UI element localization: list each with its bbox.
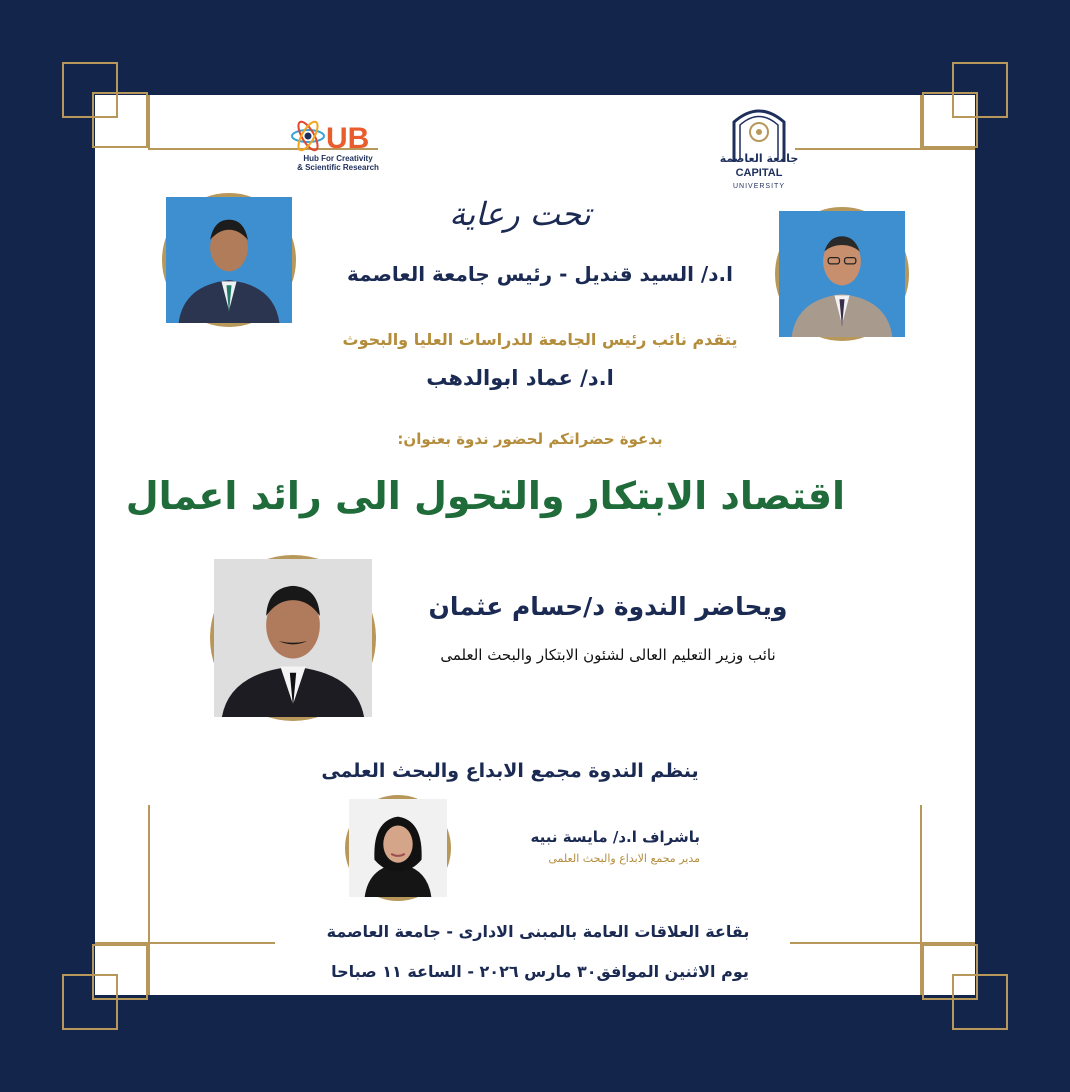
frame-line-left-bottom [148, 805, 150, 995]
frame-line-left-top [148, 95, 150, 150]
capital-university-logo [719, 100, 799, 192]
corner-square-tr-inner [922, 92, 978, 148]
person-silhouette-icon [214, 559, 372, 717]
under-patronage-heading: تحت رعاية [449, 195, 591, 233]
capital-logo-line1: CAPITAL [735, 167, 783, 179]
capital-logo-arabic: جامعة العاصمة [719, 152, 799, 165]
patron-photo [162, 193, 296, 327]
person-silhouette-icon [779, 211, 905, 337]
speaker-photo [210, 555, 376, 721]
seminar-title: اقتصاد الابتكار والتحول الى رائد اعمال [125, 474, 845, 518]
hub-logo-text [288, 154, 388, 172]
venue-text: بقاعة العلاقات العامة بالمبنى الادارى - جامعة العاصمة [326, 922, 750, 941]
patron-name: ا.د/ السيد قنديل - رئيس جامعة العاصمة [347, 262, 733, 286]
capital-logo-line2: UNIVERSITY [732, 183, 786, 190]
corner-square-bl-inner [92, 944, 148, 1000]
hub-logo-mark: UB [326, 122, 370, 155]
vice-president-photo [775, 207, 909, 341]
supervisor-photo [345, 795, 451, 901]
invitation-text: بدعوة حضراتكم لحضور ندوة بعنوان: [397, 430, 663, 448]
speaker-name: ويحاضر الندوة د/حسام عثمان [428, 592, 788, 621]
frame-line-top-right [795, 148, 975, 150]
vice-president-role: يتقدم نائب رئيس الجامعة للدراسات العليا والبحوث [342, 330, 738, 349]
supervisor-name: باشراف ا.د/ مايسة نبيه [530, 828, 700, 846]
person-silhouette-icon [166, 197, 292, 323]
hub-logo-line2: & Scientific Research [297, 163, 379, 172]
organizer-text: ينظم الندوة مجمع الابداع والبحث العلمى [321, 760, 699, 782]
person-silhouette-icon [349, 799, 447, 897]
corner-square-tl-inner [92, 92, 148, 148]
hub-logo-line1: Hub For Creativity [303, 154, 373, 163]
supervisor-role: مدير مجمع الابداع والبحث العلمى [548, 852, 700, 865]
date-time-text: يوم الاثنين الموافق٣٠ مارس ٢٠٢٦ - الساعة ١١ صباحا [331, 962, 749, 981]
speaker-role: نائب وزير التعليم العالى لشئون الابتكار والبحث العلمى [440, 646, 776, 664]
hub-logo [288, 118, 388, 174]
corner-square-br-inner [922, 944, 978, 1000]
hub-atom-icon [288, 118, 388, 154]
vice-president-name: ا.د/ عماد ابوالدهب [426, 366, 614, 390]
